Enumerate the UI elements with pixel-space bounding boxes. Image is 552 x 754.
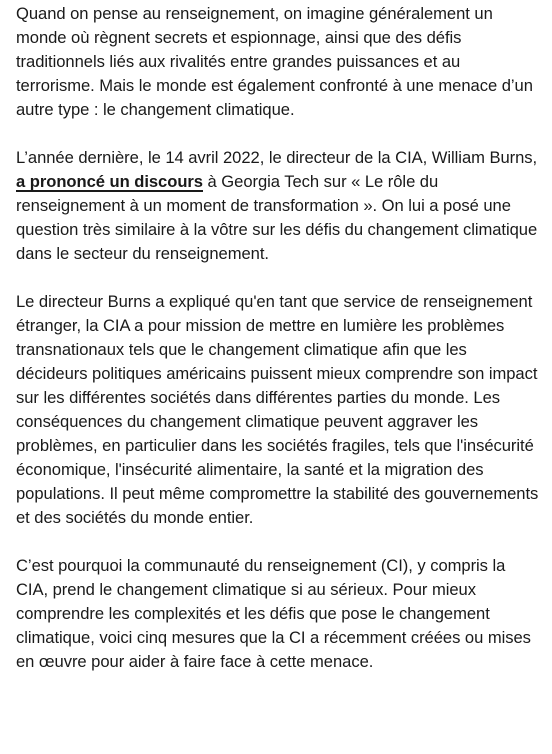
paragraph-speech-text-before: L’année dernière, le 14 avril 2022, le directeur de la CIA, William Burns, [16, 148, 538, 167]
speech-link[interactable]: a prononcé un discours [16, 172, 203, 191]
paragraph-burns-explanation: Le directeur Burns a expliqué qu'en tant que service de renseignement étranger, la CIA a pour mission de mettre en lumière les problèmes transnationaux tels que le changement climatique afin que les décideurs politiques américains puissent mieux comprendre son impact sur les différentes sociétés dans différentes parties du monde. Les conséquences du changement climatique peuvent aggraver les problèmes, en particulier dans les sociétés fragiles, tels que l'insécurité économique, l'insécurité alimentaire, la santé et la migration des populations. Il peut même compromettre la stabilité des gouvernements et des sociétés du monde entier. [16, 292, 539, 527]
paragraph-speech [16, 146, 540, 266]
paragraph-intelligence-community: C’est pourquoi la communauté du renseignement (CI), y compris la CIA, prend le changement climatique si au sérieux. Pour mieux comprendre les complexités et les défis que pose le changement climatique, voici cinq mesures que la CI a récemment créées ou mises en œuvre pour aider à faire face à cette menace. [16, 556, 531, 671]
paragraph-speech-text-after: à Georgia Tech sur « Le rôle du renseignement à un moment de transformation ». On lui a posé une question très similaire à la vôtre sur les défis du changement climatique dans le secteur du renseignement. [16, 172, 538, 263]
paragraph-intro: Quand on pense au renseignement, on imagine généralement un monde où règnent secrets et espionnage, ainsi que des défis traditionnels liés aux rivalités entre grandes puissances et au terrorisme. Mais le monde est également confronté à une menace d’un autre type : le changement climatique. [16, 4, 533, 119]
